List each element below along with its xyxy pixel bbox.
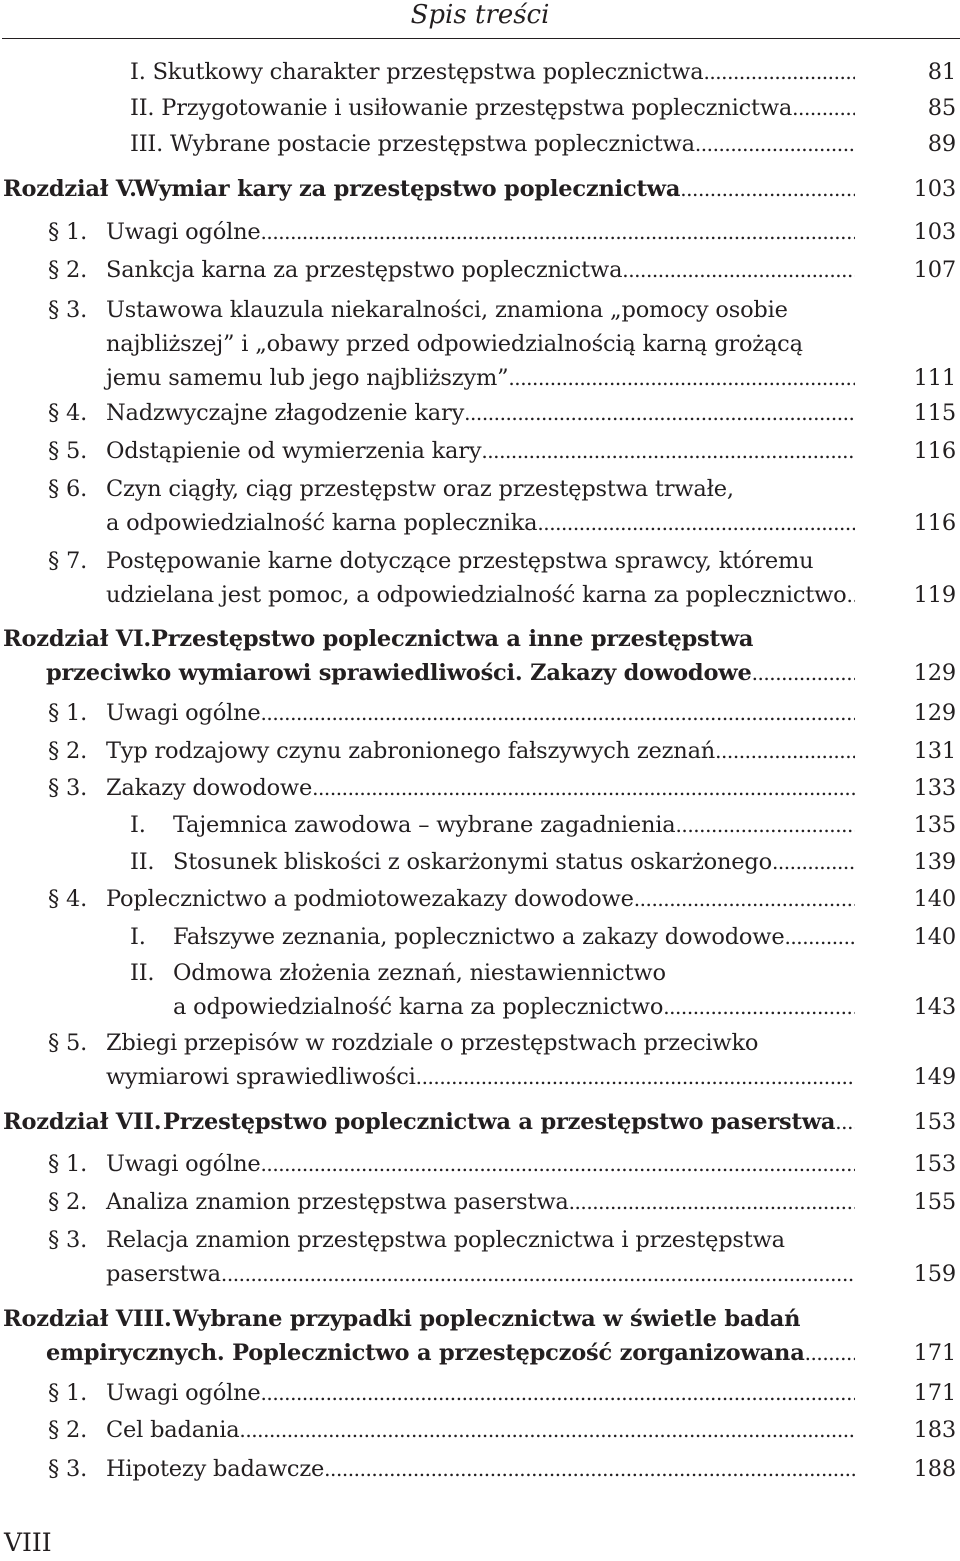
dot-leader (324, 1452, 855, 1486)
toc-entry-title: Wybrane przypadki poplecznictwa w świetle badań (173, 1306, 801, 1332)
dot-leader (805, 1336, 855, 1370)
toc-entry[interactable] (0, 1413, 960, 1447)
toc-entry-title: Czyn ciągły, ciąg przestępstw oraz przestępstwa trwałe, (106, 476, 734, 502)
toc-entry-page: 129 (913, 660, 956, 686)
toc-entry[interactable] (0, 808, 960, 842)
toc-entry-title-line (173, 1302, 800, 1336)
toc-entry-page: 140 (913, 886, 956, 912)
toc-entry[interactable] (0, 771, 960, 805)
toc-entry-title: wymiarowi sprawiedliwości (106, 1064, 416, 1090)
toc-entry[interactable] (0, 434, 960, 468)
toc-entry-page: 119 (913, 582, 956, 608)
toc-entry-title: Poplecznictwo a podmiotowezakazy dowodowe (106, 886, 634, 912)
dot-leader (680, 172, 855, 206)
toc-entry-page: 129 (913, 700, 956, 726)
toc-entry-title: Sankcja karna za przestępstwo poplecznictwa (106, 257, 623, 283)
toc-entry-page: 188 (913, 1456, 956, 1482)
toc-entry-title: przeciwko wymiarowi sprawiedliwości. Zakazy dowodowe (46, 660, 752, 686)
toc-entry-title-line (106, 396, 855, 430)
toc-entry-title: Cel badania (106, 1417, 240, 1443)
toc-entry-label: § 2. (48, 1189, 88, 1215)
page-number: VIII (4, 1528, 52, 1557)
dot-leader (537, 506, 855, 540)
toc-entry-title: Tajemnica zawodowa – wybrane zagadnienia (173, 812, 676, 838)
toc-entry-title-line (173, 845, 855, 879)
dot-leader (569, 1185, 855, 1219)
toc-entry-title: Uwagi ogólne (106, 1151, 261, 1177)
toc-entry-label: II. (130, 849, 155, 875)
toc-entry-title-line (173, 920, 855, 954)
toc-entry-title-line (106, 882, 855, 916)
toc-entry-title: Wymiar kary za przestępstwo poplecznictwa (134, 176, 681, 202)
toc-entry[interactable] (0, 1026, 960, 1094)
toc-entry[interactable] (0, 1302, 960, 1370)
toc-entry-page: 171 (913, 1380, 956, 1406)
toc-entry-title: empirycznych. Poplecznictwo a przestępczość zorganizowana (46, 1340, 805, 1366)
toc-entry-page: 159 (913, 1261, 956, 1287)
toc-entry-page: 116 (913, 438, 956, 464)
toc-entry-title-line (106, 1223, 785, 1257)
toc-entry-title-line (134, 172, 855, 206)
toc-entry-title-line (106, 544, 813, 578)
toc-entry-label: § 5. (48, 438, 88, 464)
toc-entry-title-line (130, 91, 855, 125)
toc-entry[interactable] (0, 472, 960, 540)
toc-entry-page: 153 (913, 1151, 956, 1177)
toc-entry-title-line (46, 1336, 855, 1370)
toc-entry-label: Rozdział V. (3, 176, 137, 202)
dot-leader (634, 882, 855, 916)
toc-entry-title: Postępowanie karne dotyczące przestępstwa sprawcy, któremu (106, 548, 814, 574)
toc-entry-title: Fałszywe zeznania, poplecznictwo a zakazy dowodowe (173, 924, 785, 950)
toc-entry-title: Przestępstwo poplecznictwa a przestępstwo paserstwa (163, 1109, 836, 1135)
toc-entry-title: Przestępstwo poplecznictwa a inne przestępstwa (151, 626, 754, 652)
toc-entry-page: 133 (913, 775, 956, 801)
toc-entry-title: Zbiegi przepisów w rozdziale o przestępstwach przeciwko (106, 1030, 759, 1056)
dot-leader (464, 396, 855, 430)
toc-entry-title: Zakazy dowodowe (106, 775, 313, 801)
toc-entry-page: 89 (927, 131, 956, 157)
dot-leader (676, 808, 855, 842)
toc-entry-title: a odpowiedzialność karna poplecznika (106, 510, 538, 536)
dot-leader (312, 771, 855, 805)
toc-entry-title: udzielana jest pomoc, a odpowiedzialność karna za poplecznictwo (106, 582, 847, 608)
toc-entry[interactable] (0, 544, 960, 612)
toc-entry[interactable] (0, 55, 960, 89)
toc-entry[interactable] (0, 734, 960, 768)
toc-entry-title: Uwagi ogólne (106, 1380, 261, 1406)
toc-entry[interactable] (0, 882, 960, 916)
toc-entry-title: II. Przygotowanie i usiłowanie przestępstwa poplecznictwa (130, 95, 793, 121)
toc-entry-title-line (106, 215, 855, 249)
toc-entry[interactable] (0, 1105, 960, 1139)
toc-entry-page: 155 (913, 1189, 956, 1215)
toc-entry-title: Odstąpienie od wymierzenia kary (106, 438, 482, 464)
toc-entry-title: Uwagi ogólne (106, 219, 261, 245)
dot-leader (261, 1147, 856, 1181)
toc-entry-title-line (106, 734, 855, 768)
toc-entry-title-line (106, 1413, 855, 1447)
toc-entry[interactable] (0, 253, 960, 287)
toc-entry-label: § 4. (48, 886, 88, 912)
toc-entry-label: § 3. (48, 1456, 88, 1482)
toc-entry-title: III. Wybrane postacie przestępstwa poplecznictwa (130, 131, 695, 157)
toc-entry-title-line (106, 434, 855, 468)
running-header (0, 0, 960, 40)
toc-entry[interactable] (0, 956, 960, 1024)
toc-entry-title-line (173, 808, 855, 842)
dot-leader (261, 1376, 856, 1410)
toc-entry[interactable] (0, 172, 960, 206)
toc-entry-title-line (106, 1452, 855, 1486)
toc-entry-label: § 5. (48, 1030, 88, 1056)
toc-entry-title-line (106, 696, 855, 730)
toc-entry[interactable] (0, 396, 960, 430)
toc-entry[interactable] (0, 91, 960, 125)
toc-entry-label: § 2. (48, 257, 88, 283)
toc-entry-title-line (173, 990, 855, 1024)
dot-leader (261, 696, 856, 730)
toc-entry-page: 111 (913, 365, 956, 391)
toc-entry-title: Relacja znamion przestępstwa poplecznictwa i przestępstwa (106, 1227, 785, 1253)
toc-entry-title-line (106, 1026, 758, 1060)
toc-entry-title-line (106, 327, 803, 361)
toc-entry-title-line (106, 361, 855, 395)
toc-entry[interactable] (0, 293, 960, 395)
toc-entry-title: Typ rodzajowy czynu zabronionego fałszywych zeznań (106, 738, 716, 764)
dot-leader (416, 1060, 855, 1094)
toc-entry-label: I. (130, 924, 146, 950)
toc-entry-label: Rozdział VII. (3, 1109, 162, 1135)
toc-entry-title-line (106, 1376, 855, 1410)
toc-entry[interactable] (0, 1376, 960, 1410)
toc-entry-page: 116 (913, 510, 956, 536)
toc-entry-title-line (106, 1257, 855, 1291)
toc-entry-label: § 2. (48, 1417, 88, 1443)
dot-leader (835, 1105, 855, 1139)
toc-entry-label: Rozdział VI. (3, 626, 152, 652)
toc-entry-title: Stosunek bliskości z oskarżonymi status oskarżonego (173, 849, 772, 875)
dot-leader (703, 55, 855, 89)
toc-entry-title-line (130, 127, 855, 161)
toc-entry-title: Nadzwyczajne złagodzenie kary (106, 400, 465, 426)
toc-entry-title-line (106, 293, 788, 327)
toc-entry-label: § 7. (48, 548, 88, 574)
dot-leader (481, 434, 855, 468)
toc-entry[interactable] (0, 696, 960, 730)
toc-entry-page: 131 (913, 738, 956, 764)
toc-entry-title-line (106, 578, 855, 612)
toc-entry-label: § 6. (48, 476, 88, 502)
toc-entry-title-line (106, 506, 855, 540)
dot-leader (221, 1257, 855, 1291)
toc-entry-title: jemu samemu lub jego najbliższym” (106, 365, 509, 391)
toc-entry-page: 139 (913, 849, 956, 875)
toc-entry-title: Analiza znamion przestępstwa paserstwa (106, 1189, 569, 1215)
toc-entry[interactable] (0, 127, 960, 161)
running-header-title: Spis treści (410, 0, 550, 30)
dot-leader (846, 578, 855, 612)
header-rule (2, 38, 960, 39)
toc-entry-title: Hipotezy badawcze (106, 1456, 325, 1482)
toc-entry-title-line (106, 253, 855, 287)
toc-entry[interactable] (0, 1147, 960, 1181)
toc-entry-title-line (106, 472, 734, 506)
toc-entry[interactable] (0, 622, 960, 690)
toc-entry-page: 135 (913, 812, 956, 838)
toc-entry-title-line (46, 656, 855, 690)
dot-leader (784, 920, 855, 954)
toc-entry-title-line (173, 956, 666, 990)
toc-entry-title: Uwagi ogólne (106, 700, 261, 726)
toc-entry-title-line (106, 1060, 855, 1094)
toc-entry-label: § 1. (48, 1380, 88, 1406)
toc-entry-title-line (106, 1185, 855, 1219)
toc-entry-label: II. (130, 960, 155, 986)
toc-entry-page: 103 (913, 176, 956, 202)
toc-entry-title: najbliższej” i „obawy przed odpowiedzialnością karną grożącą (106, 331, 803, 357)
dot-leader (622, 253, 855, 287)
dot-leader (715, 734, 855, 768)
toc-entry-title: Ustawowa klauzula niekaralności, znamiona „pomocy osobie (106, 297, 788, 323)
dot-leader (792, 91, 855, 125)
toc-entry-label: § 3. (48, 775, 88, 801)
toc-entry-page: 115 (913, 400, 956, 426)
toc-entry-label: § 3. (48, 297, 88, 323)
toc-entry-label: § 1. (48, 700, 88, 726)
dot-leader (772, 845, 855, 879)
toc-entry-label: § 1. (48, 1151, 88, 1177)
toc-entry-page: 153 (913, 1109, 956, 1135)
toc-entry-label: § 3. (48, 1227, 88, 1253)
toc-entry-page: 171 (913, 1340, 956, 1366)
toc-entry[interactable] (0, 845, 960, 879)
toc-entry-label: I. (130, 812, 146, 838)
toc-entry-title-line (106, 1147, 855, 1181)
toc-entry-title-line (106, 771, 855, 805)
dot-leader (261, 215, 856, 249)
toc-entry[interactable] (0, 920, 960, 954)
toc-entry[interactable] (0, 215, 960, 249)
toc-entry-page: 149 (913, 1064, 956, 1090)
toc-entry-page: 107 (913, 257, 956, 283)
toc-entry-title-line (151, 622, 753, 656)
toc-entry[interactable] (0, 1452, 960, 1486)
toc-entry-page: 183 (913, 1417, 956, 1443)
toc-entry-title: Odmowa złożenia zeznań, niestawiennictwo (173, 960, 666, 986)
toc-entry-page: 103 (913, 219, 956, 245)
dot-leader (508, 361, 855, 395)
toc-entry-label: § 1. (48, 219, 88, 245)
toc-entry-title: paserstwa (106, 1261, 221, 1287)
toc-entry-page: 143 (913, 994, 956, 1020)
toc-entry-label: Rozdział VIII. (3, 1306, 172, 1332)
toc-entry-page: 140 (913, 924, 956, 950)
toc-entry-page: 81 (927, 59, 956, 85)
toc-entry-title-line (130, 55, 855, 89)
dot-leader (695, 127, 855, 161)
toc-entry-label: § 4. (48, 400, 88, 426)
dot-leader (239, 1413, 855, 1447)
dot-leader (663, 990, 855, 1024)
toc-entry-title: a odpowiedzialność karna za poplecznictwo (173, 994, 664, 1020)
dot-leader (752, 656, 855, 690)
toc-entry[interactable] (0, 1185, 960, 1219)
toc-entry[interactable] (0, 1223, 960, 1291)
toc-entry-label: § 2. (48, 738, 88, 764)
toc-entry-page: 85 (927, 95, 956, 121)
toc-entry-title-line (163, 1105, 855, 1139)
toc-entry-title: I. Skutkowy charakter przestępstwa poplecznictwa (130, 59, 704, 85)
